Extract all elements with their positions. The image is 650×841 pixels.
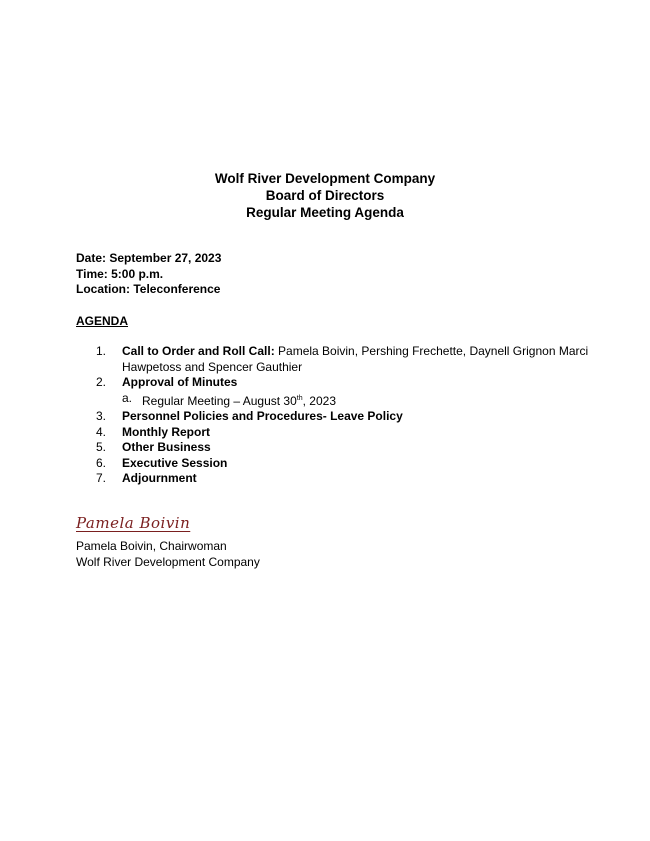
meeting-details [76,251,221,298]
agenda-item-monthly-report [96,425,596,441]
item-number: 7. [96,471,107,485]
item-title: Approval of Minutes [122,375,238,389]
item-number: 5. [96,440,107,454]
item-title: Other Business [122,440,211,454]
agenda-item-personnel-policies [96,409,596,425]
signer-block [76,539,260,570]
item-number: 4. [96,424,107,439]
agenda-item-call-to-order [96,344,596,375]
signer-name-title: Pamela Boivin, Chairwoman [76,539,227,553]
meeting-location: Location: Teleconference [76,282,221,296]
subitem-letter: a. [122,390,133,405]
item-number: 6. [96,455,107,470]
signer-organization: Wolf River Development Company [76,554,260,569]
subitem-text: Regular Meeting – August 30th, 2023 [142,393,336,408]
item-number: 1. [96,344,107,358]
agenda-item-adjournment [96,471,596,487]
item-number: 3. [96,409,107,423]
item-title: Monthly Report [122,424,210,439]
item-title: Call to Order and Roll Call: [122,344,275,358]
item-detail: Pamela Boivin, Pershing Frechette, Daynell Grignon Marci Hawpetoss and Spencer Gauthier [122,344,589,374]
meeting-time: Time: 5:00 p.m. [76,266,164,281]
item-title: Adjournment [122,471,197,485]
item-title: Executive Session [122,455,228,470]
handwritten-signature: Pamela Boivin [76,514,191,532]
agenda-item-approval-of-minutes [96,375,596,391]
agenda-list [96,344,596,487]
agenda-title: Regular Meeting Agenda [246,205,404,220]
agenda-subitem-regular-meeting [96,391,596,410]
meeting-date: Date: September 27, 2023 [76,251,222,265]
item-number: 2. [96,375,107,389]
document-header [0,170,650,221]
agenda-item-executive-session [96,456,596,472]
agenda-heading: AGENDA [76,314,129,328]
item-title: Personnel Policies and Procedures- Leave Policy [122,409,403,423]
board-title: Board of Directors [265,188,385,203]
organization-title: Wolf River Development Company [214,171,436,186]
agenda-item-other-business [96,440,596,456]
